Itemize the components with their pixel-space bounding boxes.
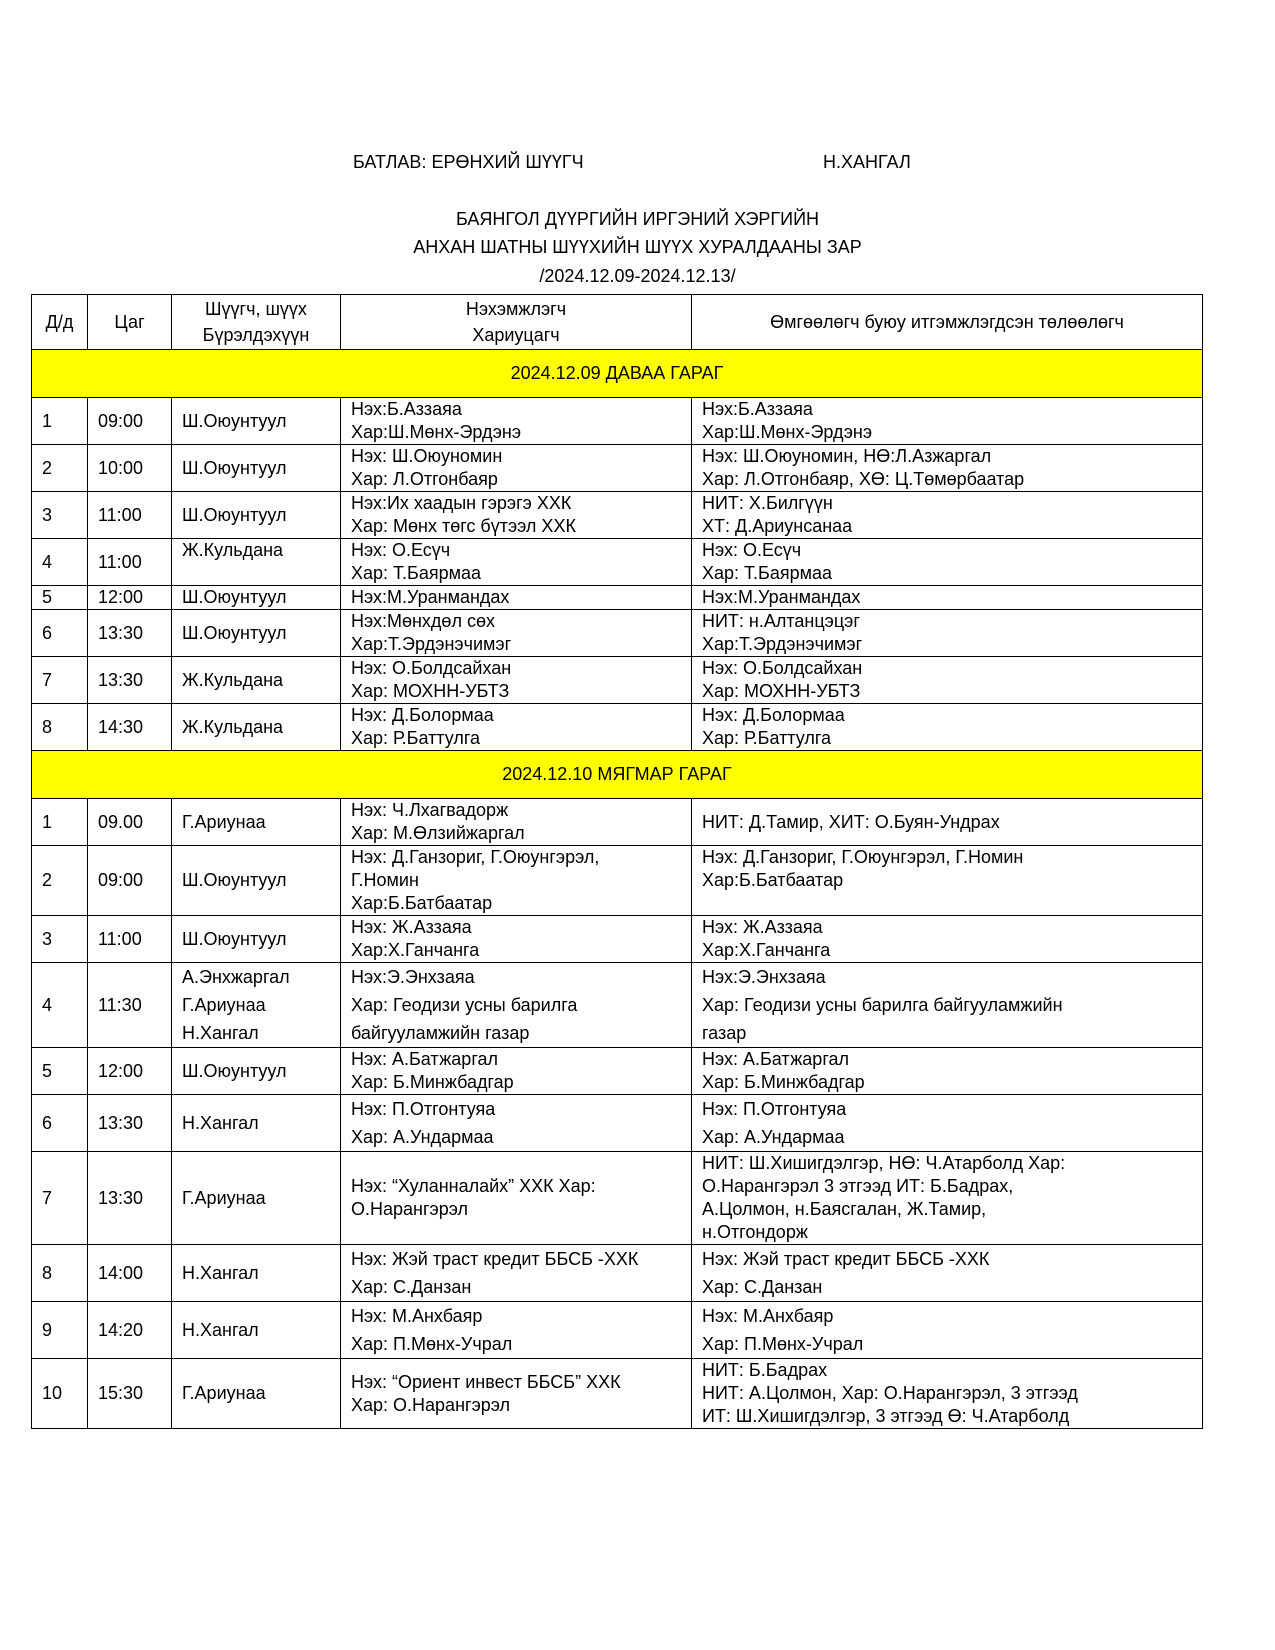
cell-parties	[341, 586, 692, 610]
cell-representatives	[692, 963, 1203, 1048]
representative-line: Нэх: Д.Ганзориг, Г.Оюунгэрэл, Г.Номин	[702, 847, 1024, 867]
cell-judge	[172, 1302, 341, 1359]
header-num: Д/д	[32, 295, 88, 350]
cell-num: 1	[32, 799, 88, 846]
party-line: Нэх: О.Есүч	[351, 540, 451, 560]
cell-num: 5	[32, 1048, 88, 1095]
judge-name: Ш.Оюунтуул	[182, 457, 287, 478]
table-row	[32, 539, 1203, 586]
judge-name: Ш.Оюунтуул	[182, 504, 287, 525]
party-line: Хар: Л.Отгонбаяр	[351, 469, 498, 489]
party-line: байгууламжийн газар	[351, 1023, 530, 1043]
cell-judge	[172, 846, 341, 916]
header-row	[32, 295, 1203, 350]
party-line: Хар: М.Өлзийжаргал	[351, 823, 525, 843]
party-line: Хар:Т.Эрдэнэчимэг	[351, 634, 512, 654]
cell-parties	[341, 799, 692, 846]
judge-name: Ш.Оюунтуул	[182, 870, 287, 890]
cell-time: 10:00	[88, 445, 172, 492]
cell-parties	[341, 1359, 692, 1429]
party-line: Нэх: “Ориент инвест ББСБ” ХХК	[351, 1371, 621, 1392]
cell-parties	[341, 963, 692, 1048]
representative-line: Хар:Т.Эрдэнэчимэг	[702, 634, 863, 654]
cell-judge	[172, 657, 341, 704]
table-row	[32, 657, 1203, 704]
party-line: Хар: О.Нарангэрэл	[351, 1394, 511, 1415]
representative-line: Нэх: Жэй траст кредит ББСБ -ХХК	[702, 1249, 990, 1269]
cell-time: 11:00	[88, 492, 172, 539]
cell-num: 1	[32, 398, 88, 445]
representative-line: Хар: Т.Баярмаа	[702, 563, 833, 583]
party-line: Хар: Геодизи усны барилга	[351, 995, 578, 1015]
cell-time: 12:00	[88, 586, 172, 610]
approval-label: БАТЛАВ: ЕРӨНХИЙ ШҮҮГЧ	[353, 152, 584, 172]
representative-line: Нэх:М.Уранмандах	[702, 587, 861, 607]
representative-line: Нэх: А.Батжаргал	[702, 1049, 850, 1069]
representative-line: НИТ: Б.Бадрах	[702, 1360, 828, 1380]
cell-num: 10	[32, 1359, 88, 1429]
cell-time: 14:00	[88, 1245, 172, 1302]
cell-representatives	[692, 1245, 1203, 1302]
representative-line: Хар:Ш.Мөнх-Эрдэнэ	[702, 422, 873, 442]
cell-time: 11:00	[88, 916, 172, 963]
cell-representatives	[692, 492, 1203, 539]
representative-line: ХТ: Д.Ариунсанаа	[702, 516, 853, 536]
party-line: Нэх:М.Уранмандах	[351, 587, 510, 607]
cell-representatives	[692, 799, 1203, 846]
table-row	[32, 846, 1203, 916]
judge-name: Ш.Оюунтуул	[182, 622, 287, 643]
party-line: Нэх:Э.Энхзаяа	[351, 967, 475, 987]
table-row	[32, 1302, 1203, 1359]
representative-line: НИТ: Х.Билгүүн	[702, 493, 833, 513]
party-line: Хар: Мөнх төгс бүтээл ХХК	[351, 516, 576, 536]
cell-representatives	[692, 846, 1203, 916]
representative-line: Нэх: Ж.Аззаяа	[702, 917, 823, 937]
day-label: 2024.12.10 МЯГМАР ГАРАГ	[32, 751, 1203, 799]
cell-representatives	[692, 1152, 1203, 1245]
table-row	[32, 610, 1203, 657]
cell-num: 6	[32, 1095, 88, 1152]
cell-parties	[341, 1245, 692, 1302]
party-line: Хар: Р.Баттулга	[351, 728, 481, 748]
party-line: Нэх: О.Болдсайхан	[351, 658, 512, 678]
cell-time: 13:30	[88, 1152, 172, 1245]
judge-name: Ш.Оюунтуул	[182, 410, 287, 431]
cell-time: 09:00	[88, 398, 172, 445]
representative-line: Хар: Р.Баттулга	[702, 728, 832, 748]
representative-line: Нэх:Э.Энхзаяа	[702, 967, 826, 987]
cell-judge	[172, 1152, 341, 1245]
representative-line: НИТ: Д.Тамир, ХИТ: О.Буян-Ундрах	[702, 811, 1000, 832]
cell-num: 7	[32, 657, 88, 704]
cell-time: 14:30	[88, 704, 172, 751]
cell-parties	[341, 704, 692, 751]
representative-line: Нэх: О.Болдсайхан	[702, 658, 863, 678]
party-line: Хар: МОХНН-УБТЗ	[351, 681, 510, 701]
cell-num: 2	[32, 445, 88, 492]
cell-judge	[172, 610, 341, 657]
representative-line: Хар:Б.Батбаатар	[702, 870, 844, 890]
party-line: Нэх: Жэй траст кредит ББСБ -ХХК	[351, 1249, 639, 1269]
cell-parties	[341, 539, 692, 586]
representative-line: Хар: С.Данзан	[702, 1277, 823, 1297]
cell-parties	[341, 445, 692, 492]
cell-judge	[172, 586, 341, 610]
judge-name: Ш.Оюунтуул	[182, 587, 287, 607]
representative-line: НИТ: Ш.Хишигдэлгэр, НӨ: Ч.Атарболд Хар:	[702, 1153, 1066, 1173]
day-label: 2024.12.09 ДАВАА ГАРАГ	[32, 350, 1203, 398]
cell-num: 3	[32, 916, 88, 963]
judge-name: Ж.Кульдана	[182, 540, 284, 560]
cell-time: 11:30	[88, 963, 172, 1048]
representative-line: Нэх:Б.Аззаяа	[702, 399, 813, 419]
cell-judge	[172, 1245, 341, 1302]
table-row	[32, 398, 1203, 445]
cell-representatives	[692, 610, 1203, 657]
header-judge	[172, 295, 341, 350]
table-row	[32, 1245, 1203, 1302]
title-line-2: АНХАН ШАТНЫ ШҮҮХИЙН ШҮҮХ ХУРАЛДААНЫ ЗАР	[413, 237, 862, 257]
cell-time: 09:00	[88, 846, 172, 916]
party-line: Нэх: А.Батжаргал	[351, 1049, 499, 1069]
table-row	[32, 1359, 1203, 1429]
representative-line: н.Отгондорж	[702, 1222, 808, 1242]
judge-name: Г.Ариунаа	[182, 1383, 266, 1403]
header-judge-line: Бүрэлдэхүүн	[202, 325, 310, 345]
cell-num: 2	[32, 846, 88, 916]
judge-name: Ж.Кульдана	[182, 716, 284, 737]
cell-parties	[341, 1048, 692, 1095]
cell-num: 4	[32, 963, 88, 1048]
day-header-row	[32, 751, 1203, 799]
representative-line: Хар: Б.Минжбадгар	[702, 1072, 865, 1092]
cell-representatives	[692, 916, 1203, 963]
cell-num: 8	[32, 704, 88, 751]
representative-line: Нэх: Ш.Оюуномин, НӨ:Л.Азжаргал	[702, 446, 992, 466]
approval-line	[0, 152, 1275, 178]
table-row	[32, 586, 1203, 610]
representative-line: ИТ: Ш.Хишигдэлгэр, 3 этгээд Ө: Ч.Атарболд	[702, 1406, 1070, 1426]
representative-line: Нэх: П.Отгонтуяа	[702, 1099, 847, 1119]
representative-line: Хар: Геодизи усны барилга байгууламжийн	[702, 995, 1063, 1015]
cell-judge	[172, 1095, 341, 1152]
representative-line: НИТ: н.Алтанцэцэг	[702, 611, 860, 631]
cell-parties	[341, 916, 692, 963]
representative-line: Нэх: Д.Болормаа	[702, 705, 845, 725]
party-line: Нэх: Д.Болормаа	[351, 705, 494, 725]
cell-time: 13:30	[88, 657, 172, 704]
cell-parties	[341, 610, 692, 657]
cell-judge	[172, 916, 341, 963]
party-line: Нэх: Ж.Аззаяа	[351, 917, 472, 937]
table-row	[32, 492, 1203, 539]
cell-representatives	[692, 1048, 1203, 1095]
header-representatives: Өмгөөлөгч буюу итгэмжлэгдсэн төлөөлөгч	[692, 295, 1203, 350]
cell-judge	[172, 445, 341, 492]
representative-line: А.Цолмон, н.Баясгалан, Ж.Тамир,	[702, 1199, 987, 1219]
judge-name: Н.Хангал	[182, 1320, 259, 1340]
party-line: Нэх: П.Отгонтуяа	[351, 1099, 496, 1119]
representative-line: Хар:Х.Ганчанга	[702, 940, 831, 960]
table-row	[32, 704, 1203, 751]
representative-line: О.Нарангэрэл 3 этгээд ИТ: Б.Бадрах,	[702, 1176, 1014, 1196]
representative-line: НИТ: А.Цолмон, Хар: О.Нарангэрэл, 3 этгээд	[702, 1383, 1078, 1403]
judge-name: А.Энхжаргал	[182, 967, 290, 987]
cell-judge	[172, 1359, 341, 1429]
cell-representatives	[692, 704, 1203, 751]
cell-judge	[172, 492, 341, 539]
party-line: Хар:Х.Ганчанга	[351, 940, 480, 960]
table-row	[32, 1095, 1203, 1152]
judge-name: Ш.Оюунтуул	[182, 1060, 287, 1081]
party-line: Нэх:Их хаадын гэрэгэ ХХК	[351, 493, 572, 513]
cell-num: 6	[32, 610, 88, 657]
day-header-row	[32, 350, 1203, 398]
table-row	[32, 1152, 1203, 1245]
party-line: Хар: С.Данзан	[351, 1277, 472, 1297]
party-line: Нэх: Д.Ганзориг, Г.Оюунгэрэл,	[351, 847, 600, 867]
cell-num: 5	[32, 586, 88, 610]
cell-representatives	[692, 1359, 1203, 1429]
party-line: Нэх:Б.Аззаяа	[351, 399, 462, 419]
representative-line: Хар: А.Ундармаа	[702, 1127, 845, 1147]
cell-num: 8	[32, 1245, 88, 1302]
representative-line: газар	[702, 1023, 747, 1043]
party-line: О.Нарангэрэл	[351, 1199, 469, 1219]
table-row	[32, 799, 1203, 846]
cell-judge	[172, 1048, 341, 1095]
party-line: Нэх: “Хуланналайх” ХХК Хар:	[351, 1176, 596, 1196]
cell-representatives	[692, 657, 1203, 704]
cell-time: 14:20	[88, 1302, 172, 1359]
cell-parties	[341, 1095, 692, 1152]
representative-line: Нэх: М.Анхбаяр	[702, 1306, 834, 1326]
table-row	[32, 1048, 1203, 1095]
representative-line: Хар: П.Мөнх-Учрал	[702, 1334, 864, 1354]
cell-time: 09.00	[88, 799, 172, 846]
party-line: Нэх:Мөнхдөл сөх	[351, 611, 495, 631]
judge-name: Ж.Кульдана	[182, 669, 284, 690]
header-parties	[341, 295, 692, 350]
cell-time: 13:30	[88, 610, 172, 657]
cell-parties	[341, 398, 692, 445]
date-range: /2024.12.09-2024.12.13/	[539, 266, 736, 286]
judge-name: Ш.Оюунтуул	[182, 928, 287, 949]
cell-judge	[172, 704, 341, 751]
cell-time: 13:30	[88, 1095, 172, 1152]
cell-time: 12:00	[88, 1048, 172, 1095]
judge-name: Г.Ариунаа	[182, 995, 266, 1015]
party-line: Хар:Ш.Мөнх-Эрдэнэ	[351, 422, 522, 442]
judge-name: Г.Ариунаа	[182, 811, 266, 832]
party-line: Хар: П.Мөнх-Учрал	[351, 1334, 513, 1354]
cell-judge	[172, 963, 341, 1048]
cell-parties	[341, 657, 692, 704]
cell-judge	[172, 398, 341, 445]
representative-line: Нэх: О.Есүч	[702, 540, 802, 560]
judge-name: Н.Хангал	[182, 1023, 259, 1043]
representative-line: Хар: Л.Отгонбаяр, ХӨ: Ц.Төмөрбаатар	[702, 469, 1025, 489]
cell-representatives	[692, 1302, 1203, 1359]
cell-num: 9	[32, 1302, 88, 1359]
cell-num: 4	[32, 539, 88, 586]
table-row	[32, 445, 1203, 492]
cell-representatives	[692, 539, 1203, 586]
table-row	[32, 916, 1203, 963]
title-line-1: БАЯНГОЛ ДҮҮРГИЙН ИРГЭНИЙ ХЭРГИЙН	[455, 209, 820, 229]
judge-name: Н.Хангал	[182, 1263, 259, 1283]
cell-parties	[341, 1302, 692, 1359]
cell-representatives	[692, 586, 1203, 610]
cell-time: 15:30	[88, 1359, 172, 1429]
cell-num: 7	[32, 1152, 88, 1245]
cell-num: 3	[32, 492, 88, 539]
approver-name: Н.ХАНГАЛ	[823, 152, 911, 172]
cell-representatives	[692, 398, 1203, 445]
party-line: Хар: Б.Минжбадгар	[351, 1072, 514, 1092]
party-line: Г.Номин	[351, 870, 419, 890]
cell-representatives	[692, 445, 1203, 492]
representative-line: Хар: МОХНН-УБТЗ	[702, 681, 861, 701]
cell-parties	[341, 846, 692, 916]
header-parties-line: Хариуцагч	[472, 325, 560, 345]
party-line: Нэх: Ш.Оюуномин	[351, 446, 503, 466]
cell-judge	[172, 539, 341, 586]
schedule-table	[31, 294, 1203, 1429]
header-judge-line: Шүүгч, шүүх	[205, 299, 307, 319]
party-line: Нэх: Ч.Лхагвадорж	[351, 800, 509, 820]
cell-judge	[172, 799, 341, 846]
header-time: Цаг	[88, 295, 172, 350]
party-line: Хар:Б.Батбаатар	[351, 893, 493, 913]
cell-parties	[341, 492, 692, 539]
judge-name: Н.Хангал	[182, 1113, 259, 1133]
party-line: Хар: Т.Баярмаа	[351, 563, 482, 583]
party-line: Хар: А.Ундармаа	[351, 1127, 494, 1147]
header-parties-line: Нэхэмжлэгч	[465, 299, 567, 319]
table-row	[32, 963, 1203, 1048]
cell-parties	[341, 1152, 692, 1245]
cell-representatives	[692, 1095, 1203, 1152]
party-line: Нэх: М.Анхбаяр	[351, 1306, 483, 1326]
judge-name: Г.Ариунаа	[182, 1187, 266, 1208]
cell-time: 11:00	[88, 539, 172, 586]
